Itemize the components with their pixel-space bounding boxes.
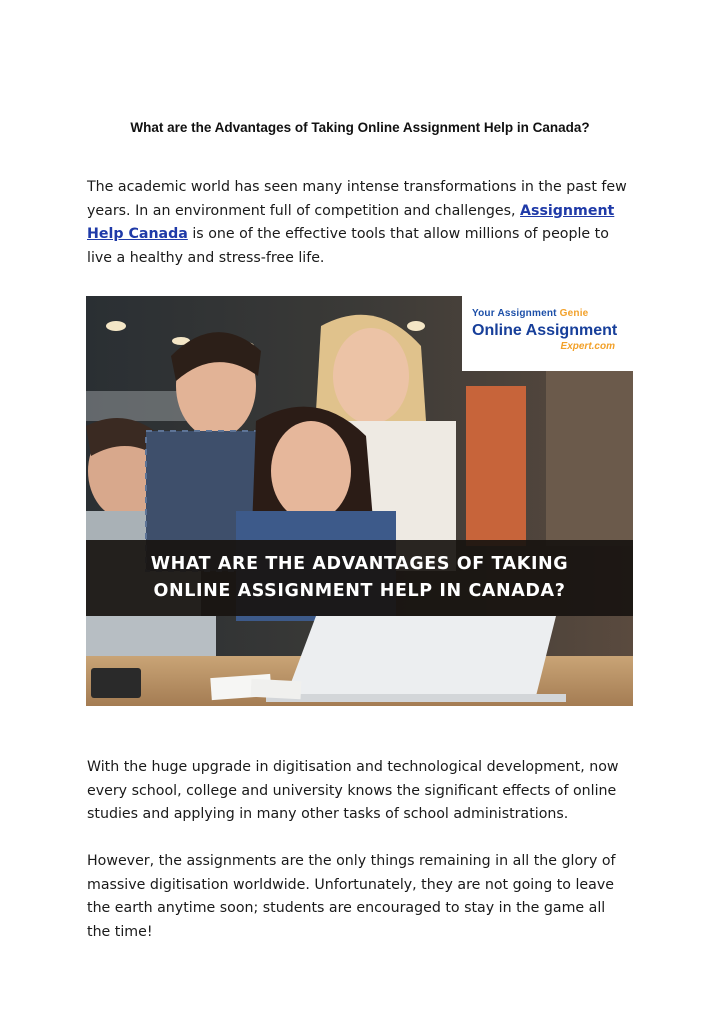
intro-text-after: is one of the effective tools that allow millions of people to live a healthy and stress-free life.: [87, 226, 609, 266]
logo-domain: Expert.com: [560, 341, 615, 352]
intro-paragraph: [87, 176, 632, 270]
logo-wordmark: Online Assignment: [472, 322, 618, 339]
intro-text-before: The academic world has seen many intense transformations in the past few years. In an environment full of competition and challenges,: [87, 179, 627, 219]
body-paragraph-2: With the huge upgrade in digitisation and technological development, now every school, college and university knows the significant effects of online studies and applying in many other tasks of school administrations.: [87, 759, 619, 822]
banner-line-2: ONLINE ASSIGNMENT HELP IN CANADA?: [153, 581, 566, 601]
banner-line-1: WHAT ARE THE ADVANTAGES OF TAKING: [150, 554, 569, 574]
hero-image: [86, 296, 633, 706]
assignment-help-canada-link[interactable]: Assignment Help Canada: [87, 202, 615, 242]
body-paragraph-3: However, the assignments are the only things remaining in all the glory of massive digitisation worldwide. Unfortunately, they are not going to leave the earth anytime soon; students are encouraged to stay in the game all the time!: [87, 853, 616, 940]
hero-banner: [86, 540, 633, 616]
logo-tagline: Your Assignment: [472, 308, 560, 319]
company-logo: [462, 296, 633, 371]
logo-tagline-accent: Genie: [559, 308, 589, 319]
page-title: What are the Advantages of Taking Online Assignment Help in Canada?: [130, 120, 590, 135]
